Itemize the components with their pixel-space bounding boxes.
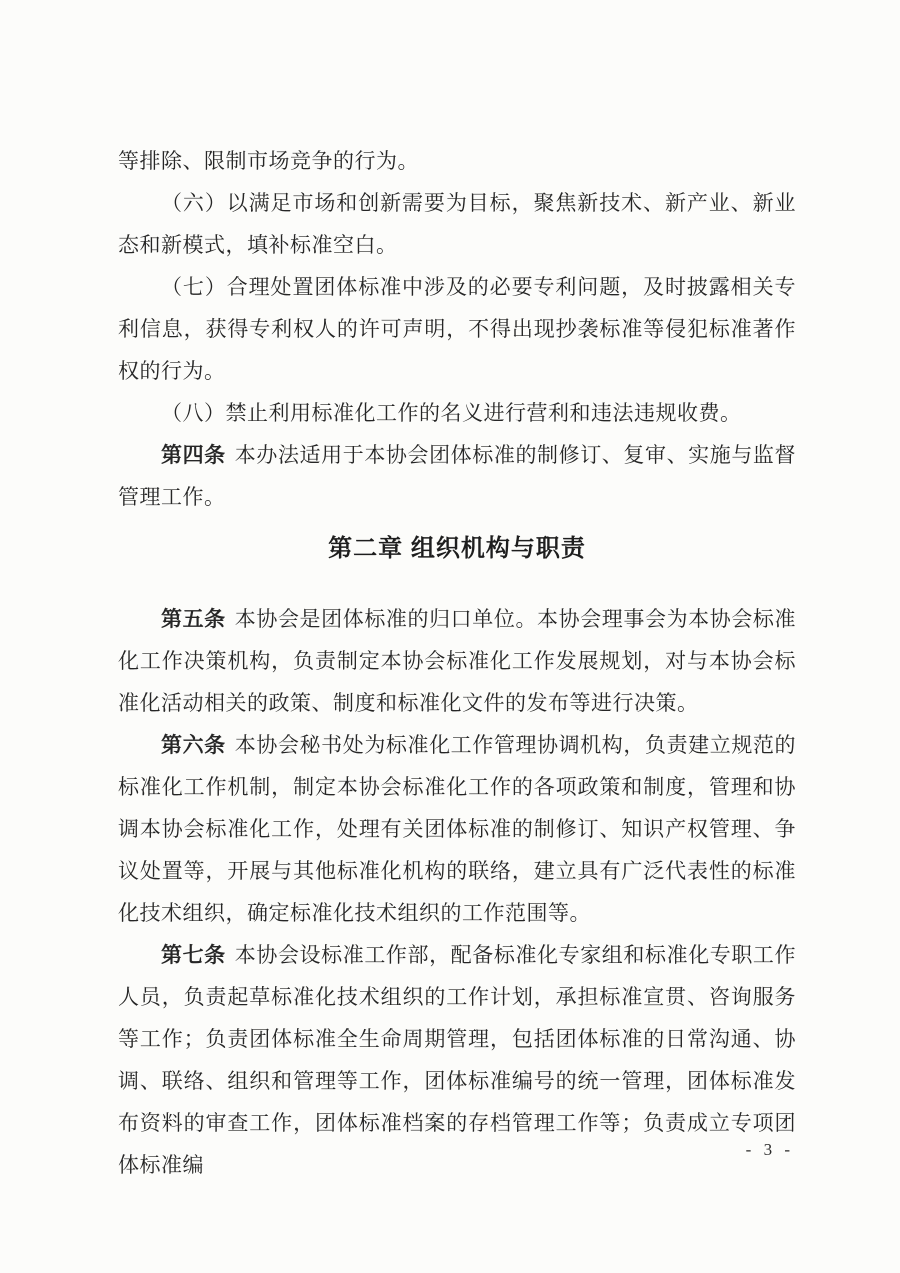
paragraph-article-5 [118,598,796,724]
article-7-text: 本协会设标准工作部，配备标准化专家组和标准化专职工作人员，负责起草标准化技术组织的工作计划，承担标准宣贯、咨询服务等工作；负责团体标准全生命周期管理，包括团体标准的日常沟通、协调、联络、组织和管理等工作，团体标准编号的统一管理，团体标准发布资料的审查工作，团体标准档案的存档管理工作等；负责成立专项团体标准编 [118,943,797,1177]
article-7-label: 第七条 [161,943,226,967]
article-4-text: 本办法适用于本协会团体标准的制修订、复审、实施与监督管理工作。 [118,443,797,509]
page-number: - 3 - [745,1140,794,1159]
paragraph-continuation: 等排除、限制市场竞争的行为。 [118,149,419,173]
article-5-label: 第五条 [161,607,226,631]
paragraph-item-seven: （七）合理处置团体标准中涉及的必要专利问题，及时披露相关专利信息，获得专利权人的许可声明，不得出现抄袭标准等侵犯标准著作权的行为。 [118,275,796,383]
paragraph-article-7 [118,934,796,1186]
article-6-label: 第六条 [161,733,226,757]
article-6-text: 本协会秘书处为标准化工作管理协调机构，负责建立规范的标准化工作机制，制定本协会标准化工作的各项政策和制度，管理和协调本协会标准化工作，处理有关团体标准的制修订、知识产权管理、争议处置等，开展与其他标准化机构的联络，建立具有广泛代表性的标准化技术组织，确定标准化技术组织的工作范围等。 [118,733,797,925]
document-body [118,140,796,1186]
paragraph-item-eight: （八）禁止利用标准化工作的名义进行营利和违法违规收费。 [161,401,742,425]
paragraph-article-4 [118,434,796,518]
article-4-label: 第四条 [161,443,226,467]
chapter-heading: 第二章 组织机构与职责 [328,535,586,562]
paragraph-item-six: （六）以满足市场和创新需要为目标，聚焦新技术、新产业、新业态和新模式，填补标准空白。 [118,191,796,257]
paragraph-article-6 [118,724,796,934]
article-5-text: 本协会是团体标准的归口单位。本协会理事会为本协会标准化工作决策机构，负责制定本协会标准化工作发展规划，对与本协会标准化活动相关的政策、制度和标准化文件的发布等进行决策。 [118,607,797,715]
